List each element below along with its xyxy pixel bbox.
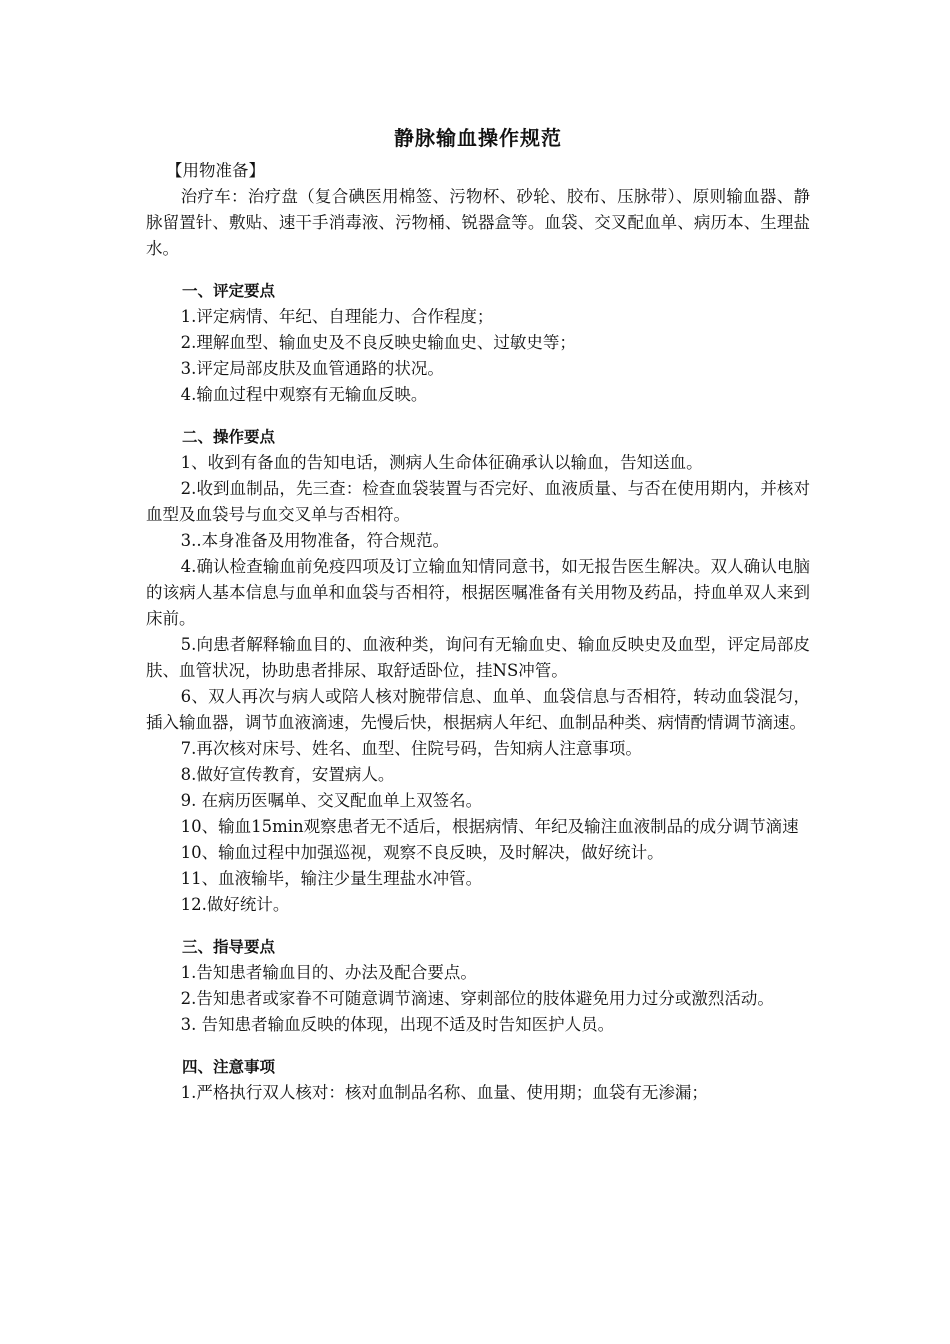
- paragraph: 11、血液输毕，输注少量生理盐水冲管。: [180, 869, 483, 888]
- paragraph: 4.确认检查输血前免疫四项及订立输血知情同意书，如无报告医生解决。双人确认电脑的该病人基本信息与血单和血袋与否相符，根据医嘱准备有关用物及药品，持血单双人来到床前。: [146, 557, 810, 628]
- paragraph: 12.做好统计。: [180, 895, 290, 914]
- paragraph: 3.评定局部皮肤及血管通路的状况。: [180, 359, 444, 378]
- section-guidance: [146, 934, 810, 1038]
- paragraph: 2.收到血制品，先三查：检查血袋装置与否完好、血液质量、与否在使用期内，并核对血型及血袋号与血交叉单与否相符。: [146, 479, 810, 524]
- paragraph: 6、双人再次与病人或陪人核对腕带信息、血单、血袋信息与否相符，转动血袋混匀，插入输血器，调节血液滴速，先慢后快，根据病人年纪、血制品种类、病情酌情调节滴速。: [146, 687, 810, 732]
- paragraph: 1、收到有备血的告知电话，测病人生命体征确承认以输血，告知送血。: [180, 453, 703, 472]
- paragraph: 4.输血过程中观察有无输血反映。: [180, 385, 428, 404]
- paragraph: 7.再次核对床号、姓名、血型、住院号码，告知病人注意事项。: [180, 739, 642, 758]
- section-heading: 三、指导要点: [182, 938, 276, 956]
- paragraph: 10、输血15min观察患者无不适后，根据病情、年纪及输注血液制品的成分调节滴速: [180, 817, 799, 836]
- prep-label: 【用物准备】: [166, 161, 265, 180]
- paragraph: 2.告知患者或家眷不可随意调节滴速、穿刺部位的肢体避免用力过分或激烈活动。: [180, 989, 774, 1008]
- section-heading: 四、注意事项: [182, 1058, 276, 1076]
- section-operation: [146, 424, 810, 918]
- paragraph: 1.评定病情、年纪、自理能力、合作程度；: [180, 307, 494, 326]
- paragraph: 9. 在病历医嘱单、交叉配血单上双签名。: [180, 791, 483, 810]
- paragraph: 2.理解血型、输血史及不良反映史输血史、过敏史等；: [180, 333, 576, 352]
- prep-text: 治疗车：治疗盘（复合碘医用棉签、污物杯、砂轮、胶布、压脉带）、原则输血器、静脉留置针、敷贴、速干手消毒液、污物桶、锐器盒等。血袋、交叉配血单、病历本、生理盐水。: [146, 187, 810, 258]
- paragraph: 1.严格执行双人核对：核对血制品名称、血量、使用期；血袋有无渗漏；: [180, 1083, 708, 1102]
- paragraph: 5.向患者解释输血目的、血液种类，询问有无输血史、输血反映史及血型，评定局部皮肤、血管状况，协助患者排尿、取舒适卧位，挂NS冲管。: [146, 635, 810, 680]
- paragraph: 8.做好宣传教育，安置病人。: [180, 765, 395, 784]
- section-assessment: [146, 278, 810, 408]
- paragraph: 1.告知患者输血目的、办法及配合要点。: [180, 963, 477, 982]
- section-heading: 一、评定要点: [182, 282, 276, 300]
- paragraph: 10、输血过程中加强巡视，观察不良反映，及时解决，做好统计。: [180, 843, 664, 862]
- paragraph: 3. 告知患者输血反映的体现，出现不适及时告知医护人员。: [180, 1015, 615, 1034]
- document-title: 静脉输血操作规范: [394, 126, 562, 150]
- section-precautions: [146, 1054, 810, 1106]
- paragraph: 3..本身准备及用物准备，符合规范。: [180, 531, 450, 550]
- document-page: [146, 118, 810, 1106]
- prep-block: [146, 158, 810, 262]
- section-heading: 二、操作要点: [182, 428, 276, 446]
